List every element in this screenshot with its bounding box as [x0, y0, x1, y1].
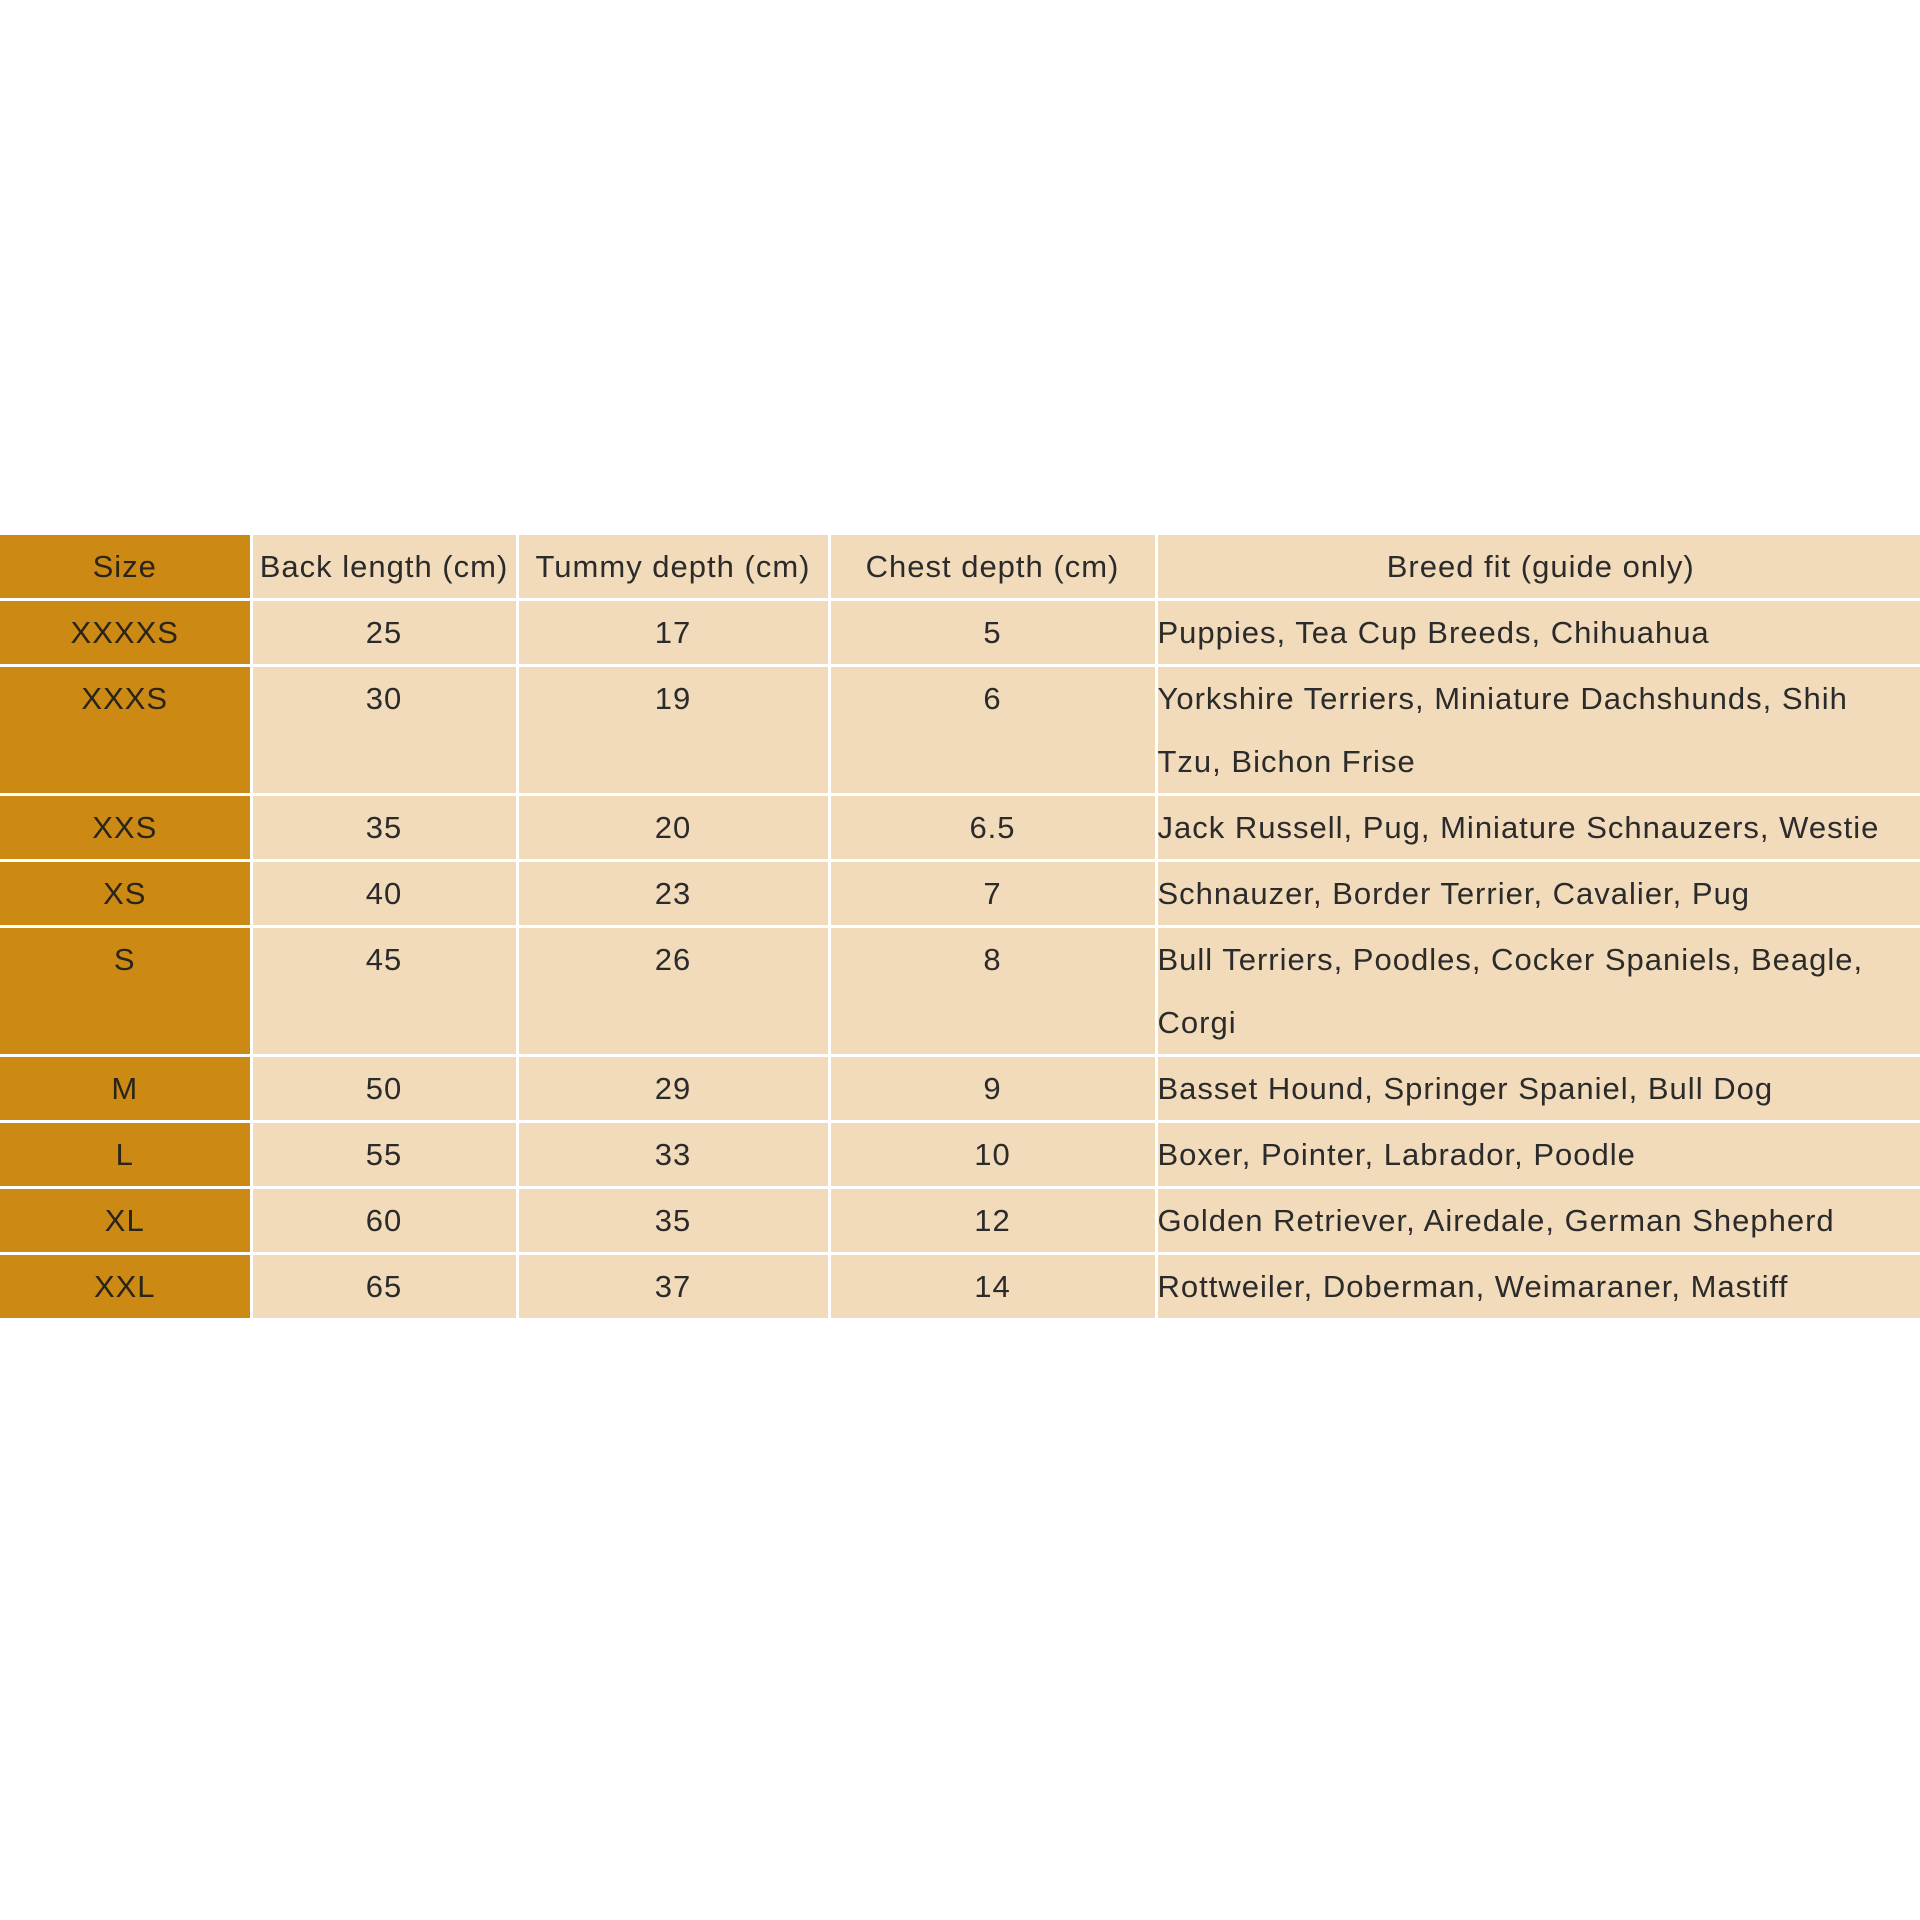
cell-chest-depth: 6.5	[829, 795, 1156, 861]
cell-breed-fit: Rottweiler, Doberman, Weimaraner, Mastiff	[1156, 1254, 1920, 1319]
cell-breed-fit: Puppies, Tea Cup Breeds, Chihuahua	[1156, 600, 1920, 666]
cell-chest-depth: 5	[829, 600, 1156, 666]
table-row	[0, 600, 1920, 666]
cell-breed-fit: Bull Terriers, Poodles, Cocker Spaniels, Beagle, Corgi	[1156, 927, 1920, 1056]
cell-tummy-depth: 19	[517, 666, 829, 795]
cell-chest-depth: 10	[829, 1122, 1156, 1188]
cell-back-length: 45	[251, 927, 517, 1056]
cell-chest-depth: 7	[829, 861, 1156, 927]
cell-tummy-depth: 33	[517, 1122, 829, 1188]
table-row	[0, 1056, 1920, 1122]
cell-breed-fit: Boxer, Pointer, Labrador, Poodle	[1156, 1122, 1920, 1188]
cell-tummy-depth: 26	[517, 927, 829, 1056]
table-row	[0, 1254, 1920, 1319]
cell-tummy-depth: 37	[517, 1254, 829, 1319]
table-row	[0, 666, 1920, 795]
cell-tummy-depth: 35	[517, 1188, 829, 1254]
cell-back-length: 35	[251, 795, 517, 861]
cell-size: XXXS	[0, 666, 251, 795]
table-header-row	[0, 535, 1920, 600]
cell-back-length: 65	[251, 1254, 517, 1319]
cell-breed-fit: Schnauzer, Border Terrier, Cavalier, Pug	[1156, 861, 1920, 927]
cell-size: M	[0, 1056, 251, 1122]
cell-back-length: 60	[251, 1188, 517, 1254]
cell-back-length: 50	[251, 1056, 517, 1122]
cell-size: XXS	[0, 795, 251, 861]
table-row	[0, 795, 1920, 861]
cell-back-length: 30	[251, 666, 517, 795]
cell-chest-depth: 12	[829, 1188, 1156, 1254]
cell-size: XXXXS	[0, 600, 251, 666]
cell-back-length: 55	[251, 1122, 517, 1188]
cell-size: XXL	[0, 1254, 251, 1319]
header-size: Size	[0, 535, 251, 600]
header-tummy-depth: Tummy depth (cm)	[517, 535, 829, 600]
table-row	[0, 1122, 1920, 1188]
cell-size: XS	[0, 861, 251, 927]
header-breed-fit: Breed fit (guide only)	[1156, 535, 1920, 600]
cell-tummy-depth: 17	[517, 600, 829, 666]
cell-breed-fit: Yorkshire Terriers, Miniature Dachshunds, Shih Tzu, Bichon Frise	[1156, 666, 1920, 795]
cell-chest-depth: 9	[829, 1056, 1156, 1122]
cell-tummy-depth: 20	[517, 795, 829, 861]
cell-back-length: 25	[251, 600, 517, 666]
cell-size: S	[0, 927, 251, 1056]
table-row	[0, 1188, 1920, 1254]
cell-breed-fit: Jack Russell, Pug, Miniature Schnauzers, Westie	[1156, 795, 1920, 861]
cell-breed-fit: Golden Retriever, Airedale, German Shepherd	[1156, 1188, 1920, 1254]
cell-size: XL	[0, 1188, 251, 1254]
header-chest-depth: Chest depth (cm)	[829, 535, 1156, 600]
cell-tummy-depth: 29	[517, 1056, 829, 1122]
cell-breed-fit: Basset Hound, Springer Spaniel, Bull Dog	[1156, 1056, 1920, 1122]
table-row	[0, 927, 1920, 1056]
cell-tummy-depth: 23	[517, 861, 829, 927]
cell-back-length: 40	[251, 861, 517, 927]
header-back-length: Back length (cm)	[251, 535, 517, 600]
cell-chest-depth: 8	[829, 927, 1156, 1056]
cell-size: L	[0, 1122, 251, 1188]
size-chart-table	[0, 535, 1920, 1318]
cell-chest-depth: 14	[829, 1254, 1156, 1319]
cell-chest-depth: 6	[829, 666, 1156, 795]
table-row	[0, 861, 1920, 927]
